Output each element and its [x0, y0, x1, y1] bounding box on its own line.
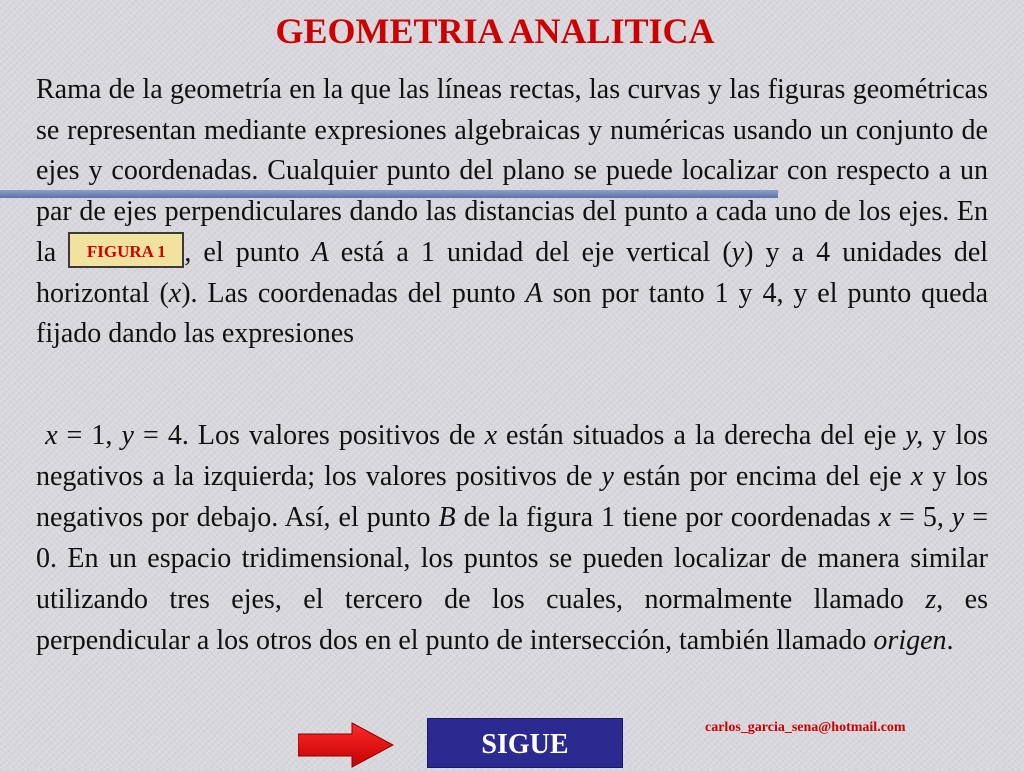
author-email: carlos_garcia_sena@hotmail.com — [705, 720, 906, 735]
paragraph-2-text: están por encima del eje — [613, 461, 911, 492]
sigue-button[interactable]: SIGUE — [427, 718, 623, 768]
y-variable: y — [601, 461, 614, 492]
point-a-label: A — [311, 237, 329, 268]
paragraph-1-text-5: ). Las coordenadas del punto — [181, 277, 516, 309]
paragraph-1-text-1: Rama de la geometría en la que las líneas rectas, las curvas y las figuras geométricas se representan mediante expresiones algebraicas y numéricas usando un conjunto de ejes y coordenadas. Cualquier punto del plano se puede localizar con respecto a un par de ejes perpendiculares dando las distancias del punto a cada uno de los ejes. En la — [36, 74, 988, 268]
paragraph-2-text: y los negativos a la izquierda; los valores positivos de — [36, 420, 988, 492]
y-variable: y — [121, 420, 134, 451]
origin-term: origen — [873, 625, 947, 656]
page-title: GEOMETRIA ANALITICA — [275, 11, 715, 51]
paragraph-2-text: , es perpendicular a los otros dos en el punto de intersección, también llamado — [36, 584, 988, 656]
figura-1-button[interactable]: FIGURA 1 — [68, 232, 184, 268]
paragraph-1-text-6: son por tanto 1 y 4, y el punto queda fijado dando las expresiones — [36, 277, 989, 349]
paragraph-2-text: = 1, — [57, 420, 122, 451]
paragraph-2 — [36, 415, 988, 661]
paragraph-1-text-2: , el punto — [184, 237, 300, 268]
paragraph-1-text-3: está a 1 unidad del eje vertical ( — [340, 237, 732, 268]
paragraph-2-text: = 4. Los valores positivos de — [133, 420, 485, 451]
y-variable: y, — [905, 420, 924, 451]
paragraph-2-text: . — [946, 625, 954, 656]
paragraph-1 — [36, 70, 988, 355]
x-variable: x — [878, 502, 892, 533]
paragraph-2-text: y los negativos por debajo. Así, el punto — [36, 461, 988, 533]
paragraph-2-text: = 0. En un espacio tridimensional, los puntos se pueden localizar de manera similar utilizando tres ejes, el tercero de los cuales, normalmente llamado — [36, 502, 989, 615]
x-variable: x — [45, 420, 58, 451]
point-a-label: A — [525, 277, 543, 309]
x-variable: x — [484, 420, 497, 451]
paragraph-2-text: de la figura 1 tiene por coordenadas — [455, 502, 879, 533]
x-variable: x — [168, 277, 182, 309]
z-variable: z — [925, 584, 937, 615]
right-arrow-icon[interactable] — [298, 722, 394, 768]
paragraph-2-text: están situados a la derecha del eje — [497, 420, 906, 451]
point-b-label: B — [438, 502, 456, 533]
paragraph-2-text: = 5, — [891, 502, 952, 533]
paragraph-1-text-4: ) y a 4 unidades del horizontal ( — [36, 237, 989, 309]
y-variable: y — [731, 237, 745, 268]
x-variable: x — [910, 461, 924, 492]
y-variable: y — [951, 502, 965, 533]
